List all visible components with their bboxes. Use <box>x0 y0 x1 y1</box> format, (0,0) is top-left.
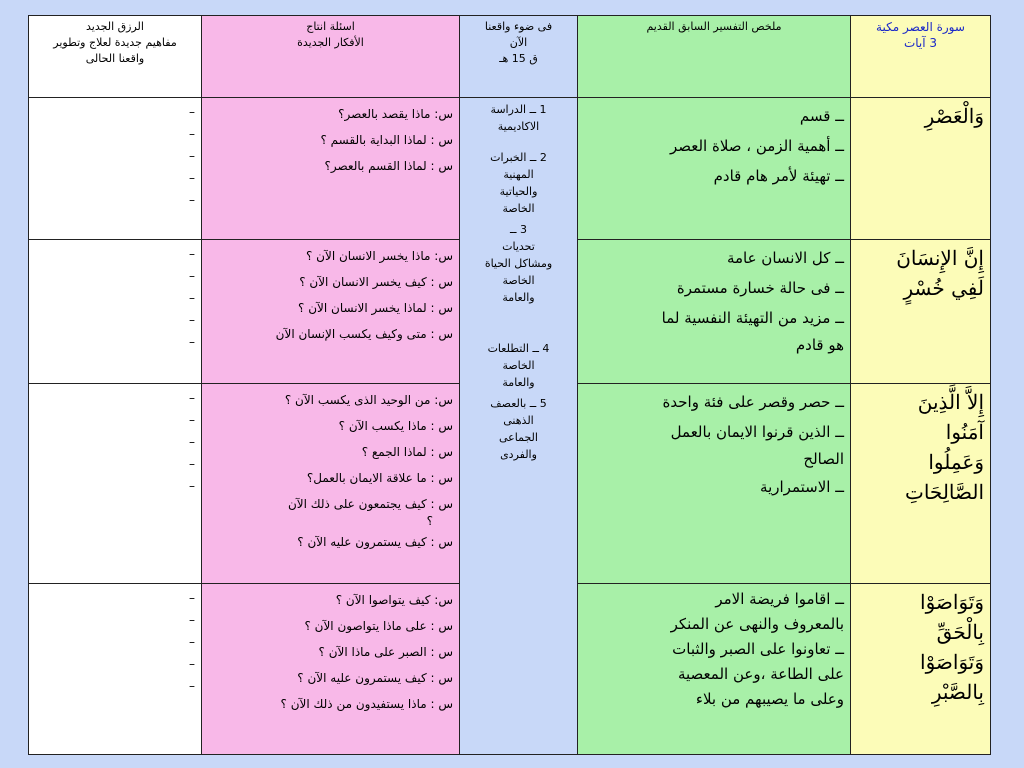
header-surah-line: 3 آيات <box>903 36 938 50</box>
now-item-line: الخاصة <box>502 359 535 372</box>
summary-line: على الطاعة ،وعن المعصية <box>677 665 844 683</box>
now-item-line: والفردى <box>500 448 537 461</box>
questions-cell <box>202 384 460 584</box>
question-line: س: ماذا يقصد بالعصر؟ <box>338 107 453 121</box>
dash-mark: – <box>189 335 195 349</box>
question-line: س: ماذا يخسر الانسان الآن ؟ <box>306 249 453 263</box>
now-item <box>466 149 571 217</box>
question-line: س : كيف يجتمعون على ذلك الآن <box>287 497 453 511</box>
verse-cell <box>851 240 991 384</box>
question-line: س : كيف يستمرون عليه الآن ؟ <box>297 535 453 549</box>
dash-mark: – <box>189 247 195 261</box>
question-line: س : كيف يخسر الانسان الآن ؟ <box>299 275 453 289</box>
table-row <box>29 98 991 240</box>
summary-line: ــ كل الانسان عامة <box>726 249 844 267</box>
verse-cell <box>851 98 991 240</box>
new-cell <box>29 384 202 584</box>
questions-cell <box>202 240 460 384</box>
verse-line: وَالْعَصْرِ <box>924 104 984 128</box>
summary-line: الصالح <box>803 450 844 468</box>
header-questions-line: الأفكار الجديدة <box>297 36 364 49</box>
verse-line: بِالصَّبْرِ <box>931 680 984 704</box>
verse-line: بِالْحَقِّ <box>936 620 984 644</box>
summary-line: ــ مزيد من التهيئة النفسية لما <box>661 309 844 327</box>
header-now-line: فى ضوء واقعنا <box>484 20 553 33</box>
summary-line: هو قادم <box>795 336 844 354</box>
question-line: س : لماذا البداية بالقسم ؟ <box>320 133 453 147</box>
question-line: س : متى وكيف يكسب الإنسان الآن <box>275 327 453 341</box>
summary-cell <box>578 98 851 240</box>
summary-line: ــ الاستمرارية <box>760 478 844 496</box>
header-summary-line: ملخص التفسير السابق القديم <box>646 20 782 33</box>
header-new-line: الرزق الجديد <box>86 20 144 33</box>
header-new-line: واقعنا الحالى <box>85 52 145 65</box>
header-questions-line: اسئلة انتاج <box>306 20 355 33</box>
dash-mark: – <box>189 457 195 471</box>
now-item-line: والعامة <box>502 291 535 304</box>
summary-line: بالمعروف والنهى عن المنكر <box>670 615 844 633</box>
question-line: س : على ماذا يتواصون الآن ؟ <box>304 619 453 633</box>
dash-mark: – <box>189 613 195 627</box>
now-cell <box>460 98 578 755</box>
now-item <box>466 340 571 391</box>
now-item-line: الخاصة <box>502 202 535 215</box>
dash-mark: – <box>189 313 195 327</box>
header-surah <box>851 16 991 98</box>
verse-line: إِلاَّ الَّذِينَ <box>917 390 984 414</box>
now-item-line: 2 ــ الخبرات <box>490 151 547 164</box>
dash-mark: – <box>189 635 195 649</box>
dash-mark: – <box>189 269 195 283</box>
now-item-line: الجماعى <box>499 431 538 444</box>
dash-mark: – <box>189 127 195 141</box>
header-now-line: الآن <box>509 36 528 49</box>
question-line: س : لماذا الجمع ؟ <box>361 445 453 459</box>
header-surah-line: سورة العصر مكية <box>876 20 965 34</box>
header-now <box>460 16 578 98</box>
now-item-line: 4 ــ التطلعات <box>487 342 550 355</box>
dash-mark: – <box>189 291 195 305</box>
dash-mark: – <box>189 657 195 671</box>
summary-cell <box>578 240 851 384</box>
dash-mark: – <box>189 591 195 605</box>
dash-mark: – <box>189 391 195 405</box>
summary-line: ــ الذين قرنوا الايمان بالعمل <box>670 423 844 441</box>
verse-line: وَتَوَاصَوْا <box>920 590 984 614</box>
verse-line: وَعَمِلُوا <box>928 450 984 474</box>
verse-line: آمَنُوا <box>945 420 984 444</box>
verse-line: وَتَوَاصَوْا <box>920 650 984 674</box>
header-now-line: ق 15 هـ <box>499 52 538 65</box>
header-new <box>29 16 202 98</box>
questions-cell <box>202 98 460 240</box>
questions-cell <box>202 584 460 755</box>
summary-cell <box>578 384 851 584</box>
dash-mark: – <box>189 413 195 427</box>
verse-cell <box>851 384 991 584</box>
header-questions <box>202 16 460 98</box>
summary-line: ــ حصر وقصر على فئة واحدة <box>662 393 844 411</box>
question-line: ؟ <box>426 514 433 528</box>
dash-mark: – <box>189 193 195 207</box>
now-item-line: والعامة <box>502 376 535 389</box>
summary-line: وعلى ما يصيبهم من بلاء <box>695 690 844 708</box>
question-line: س : ما علاقة الايمان بالعمل؟ <box>306 471 453 485</box>
summary-line: ــ اقاموا فريضة الامر <box>715 590 844 608</box>
summary-line: ــ تهيئة لأمر هام قادم <box>713 167 844 185</box>
now-item-line: 5 ــ بالعصف <box>490 397 547 410</box>
now-item-line: 1 ــ الدراسة <box>490 103 547 116</box>
now-item-line: الذهنى <box>503 414 534 427</box>
summary-line: ــ أهمية الزمن ، صلاة العصر <box>669 137 844 155</box>
now-item <box>466 395 571 463</box>
question-line: س: كيف يتواصوا الآن ؟ <box>335 593 453 607</box>
dash-mark: – <box>189 105 195 119</box>
now-item-line: الاكاديمية <box>497 120 540 133</box>
verse-line: الصَّالِحَاتِ <box>904 480 984 504</box>
verse-cell <box>851 584 991 755</box>
dash-mark: – <box>189 435 195 449</box>
header-new-line: مفاهيم جديدة لعلاج وتطوير <box>53 36 177 49</box>
tafsir-table <box>28 15 991 755</box>
question-line: س : ماذا يكسب الآن ؟ <box>338 419 453 433</box>
new-cell <box>29 98 202 240</box>
now-item-line: الخاصة <box>502 274 535 287</box>
now-list <box>466 101 571 463</box>
dash-mark: – <box>189 171 195 185</box>
now-item-line: والحياتية <box>499 185 538 198</box>
new-cell <box>29 240 202 384</box>
now-item-line: المهنية <box>503 168 534 181</box>
verse-line: إِنَّ الإِنسَانَ <box>896 246 984 270</box>
summary-line: ــ تعاونوا على الصبر والثبات <box>672 640 844 658</box>
question-line: س : لماذا القسم بالعصر؟ <box>324 159 453 173</box>
now-item-line: 3 ــ <box>510 223 527 236</box>
dash-mark: – <box>189 149 195 163</box>
verse-line: لَفِي خُسْرٍ <box>903 276 984 300</box>
question-line: س : الصبر على ماذا الآن ؟ <box>318 645 453 659</box>
now-item-line: ومشاكل الحياة <box>484 257 553 270</box>
question-line: س : كيف يستمرون عليه الآن ؟ <box>297 671 453 685</box>
dash-mark: – <box>189 479 195 493</box>
dash-mark: – <box>189 679 195 693</box>
question-line: س: من الوحيد الذى يكسب الآن ؟ <box>284 393 453 407</box>
summary-cell <box>578 584 851 755</box>
header-row <box>29 16 991 98</box>
now-item-line: تحديات <box>502 240 535 253</box>
now-item <box>466 221 571 306</box>
header-summary <box>578 16 851 98</box>
summary-line: ــ فى حالة خسارة مستمرة <box>676 279 844 297</box>
question-line: س : لماذا يخسر الانسان الآن ؟ <box>298 301 453 315</box>
new-cell <box>29 584 202 755</box>
now-item <box>466 101 571 135</box>
question-line: س : ماذا يستفيدون من ذلك الآن ؟ <box>280 697 453 711</box>
summary-line: ــ قسم <box>799 107 844 125</box>
